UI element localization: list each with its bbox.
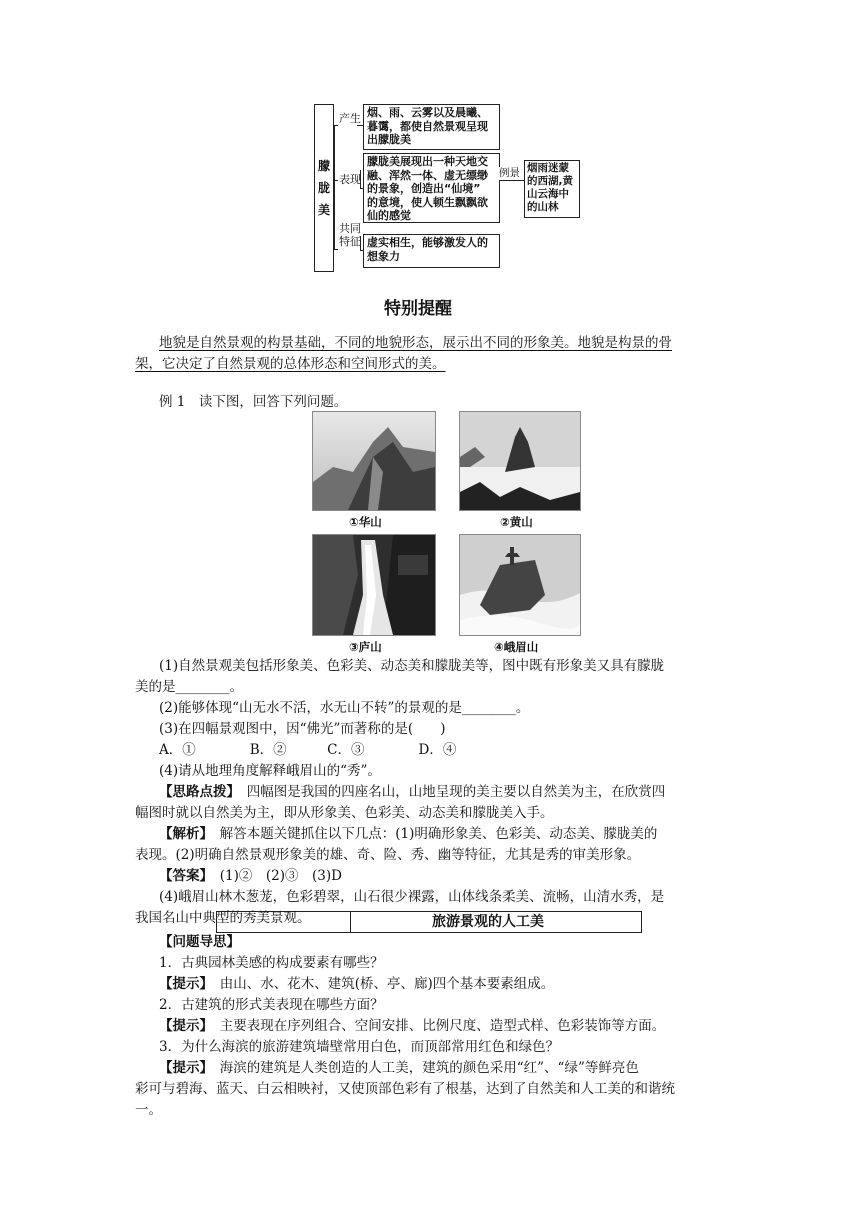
waterfall-image: [313, 535, 435, 635]
question-1-line-2: 美的是________。: [135, 679, 243, 695]
hint-line-2: 幅图时就以自然美为主，即从形象美、色彩美、动态美和朦胧美入手。: [135, 805, 554, 821]
special-text-line-1: 地貌是自然景观的构景基础，不同的地貌形态，展示出不同的形象美。地貌是构景的骨: [159, 335, 672, 351]
analysis-line-1: 【解析】 解答本题关键抓住以下几点：(1)明确形象美、色彩美、动态美、朦胧美的: [159, 826, 658, 842]
section-title: 旅游景观的人工美: [432, 914, 544, 930]
example-box: 烟雨迷蒙 的西湖,黄 山云海中 的山林: [524, 160, 580, 218]
qa-3-answer-line-1: 【提示】 海滨的建筑是人类创造的人工美，建筑的颜色采用“红”、“绿”等鲜亮色: [159, 1060, 639, 1076]
photo-huangshan: [459, 411, 581, 511]
answer-label: 【答案】: [159, 868, 207, 884]
branch-box-produce: 烟、雨、云雾以及晨曦、 暮霭，都使自然景观呈现 出朦胧美: [363, 104, 500, 150]
branch-label-express: 表现: [339, 173, 361, 186]
branch-label-feature: 共同特征: [339, 222, 361, 248]
qa-2-question: 2．古建筑的形式美表现在哪些方面？: [159, 997, 384, 1013]
caption-huangshan: ②黄山: [500, 515, 533, 529]
qa-2-label: 【提示】: [159, 1018, 207, 1034]
qa-2-answer: 【提示】 主要表现在序列组合、空间安排、比例尺度、造型式样、色彩装饰等方面。: [159, 1018, 666, 1034]
photo-emeishan: [459, 534, 581, 636]
qa-3-question: 3．为什么海滨的旅游建筑墙壁常用白色，而顶部常用红色和绿色？: [159, 1039, 560, 1055]
section-header-table: [216, 911, 642, 933]
analysis-label: 【解析】: [159, 826, 207, 842]
mountain-image: [460, 412, 580, 510]
photo-huashan: [312, 411, 436, 511]
question-2: (2)能够体现“山无水不活，水无山不转”的景观的是________。: [159, 700, 530, 716]
special-title: 特别提醒: [384, 299, 452, 319]
mountain-image: [313, 412, 435, 510]
hint-line-1: 【思路点拨】 四幅图是我国的四座名山，山地呈现的美主要以自然美为主，在欣赏四: [159, 784, 666, 800]
example-label: 例景: [499, 167, 520, 179]
question-4: (4)请从地理角度解释峨眉山的“秀”。: [159, 763, 381, 779]
example-intro: 例 1 读下图，回答下列问题。: [159, 394, 348, 410]
qa-3-answer-line-2: 彩可与碧海、蓝天、白云相映衬，又使顶部色彩有了根基，达到了自然美和人工美的和谐统: [135, 1081, 675, 1097]
branch-box-feature: 虚实相生，能够激发人的 想象力: [363, 234, 500, 268]
question-3: (3)在四幅景观图中，因“佛光”而著称的是( ): [159, 721, 446, 737]
diagram-root-label: 朦胧美: [318, 159, 331, 217]
question-3-options: A．① B．② C．③ D．④: [159, 742, 457, 758]
qa-1-question: 1．古典园林美感的构成要素有哪些？: [159, 955, 384, 971]
branch-label-produce: 产生: [339, 112, 361, 125]
guide-label: 【问题导思】: [159, 934, 240, 950]
special-text-line-2: 架，它决定了自然景观的总体形态和空间形式的美。: [135, 356, 446, 372]
qa-1-answer: 【提示】 由山、水、花木、建筑(桥、亭、廊)四个基本要素组成。: [159, 976, 555, 992]
caption-lushan: ③庐山: [349, 640, 382, 654]
answer-4-line-2: 我国名山中典型的秀美景观。: [135, 910, 311, 926]
qa-3-label: 【提示】: [159, 1060, 207, 1076]
question-1-line-1: (1)自然景观美包括形象美、色彩美、动态美和朦胧美等，图中既有形象美又具有朦胧: [159, 658, 665, 674]
analysis-line-2: 表现。(2)明确自然景观形象美的雄、奇、险、秀、幽等特征，尤其是秀的审美形象。: [135, 847, 641, 863]
answer-4-line-1: (4)峨眉山林木葱茏，色彩碧翠，山石很少裸露，山体线条柔美、流畅，山清水秀，是: [159, 889, 665, 905]
photo-lushan: [312, 534, 436, 636]
branch-box-express: 朦胧美展现出一种天地交 融、浑然一体、虚无缥缈 的景象，创造出“仙境” 的意境，使人顿生飘飘欲 仙的感觉: [363, 153, 500, 223]
qa-3-answer-line-3: 一。: [135, 1102, 162, 1118]
hint-label: 【思路点拨】: [159, 784, 234, 800]
mountain-image: [460, 535, 580, 635]
caption-emeishan: ④峨眉山: [494, 640, 539, 654]
qa-1-label: 【提示】: [159, 976, 207, 992]
answer-line: 【答案】 (1)② (2)③ (3)D: [159, 868, 342, 884]
caption-huashan: ①华山: [349, 515, 382, 529]
